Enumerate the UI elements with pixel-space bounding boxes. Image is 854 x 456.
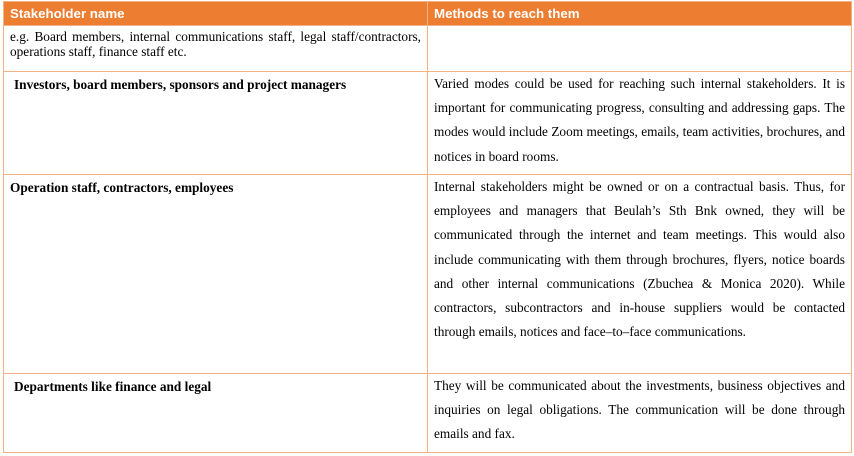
- stakeholder-name: Departments like finance and legal: [14, 379, 212, 394]
- stakeholder-name: Operation staff, contractors, employees: [10, 180, 234, 195]
- methods-text: Internal stakeholders might be owned or on a contractual basis. Thus, for employees and managers that Beulah’s Sth Bnk owned, they will be communicated through the internet and team meetings. This would also include communicating with them through brochures, flyers, notice boards and other internal communications (Zbuchea & Monica 2020). While contractors, subcontractors and in-house suppliers would be contacted through emails, notices and face–to–face communications.: [434, 179, 845, 340]
- methods-text: They will be communicated about the investments, business objectives and inquiries on legal obligations. The communication will be done through emails and fax.: [434, 378, 845, 442]
- table-row: [4, 72, 852, 175]
- methods-cell: [428, 175, 852, 374]
- table-header-row: [4, 2, 852, 26]
- table-row: [4, 374, 852, 453]
- header-stakeholder-name: Stakeholder name: [4, 2, 428, 26]
- example-stakeholder-cell: e.g. Board members, internal communications staff, legal staff/contractors, operations staff, finance staff etc.: [4, 26, 428, 72]
- table-row-example: [4, 26, 852, 72]
- stakeholder-name: Investors, board members, sponsors and project managers: [14, 77, 347, 92]
- methods-cell: [428, 374, 852, 453]
- methods-text: Varied modes could be used for reaching such internal stakeholders. It is important for communicating progress, consulting and addressing gaps. The modes would include Zoom meetings, emails, team activities, brochures, and notices in board rooms.: [434, 76, 845, 164]
- example-methods-cell: [428, 26, 852, 72]
- stakeholder-cell: [4, 374, 428, 453]
- table-row: [4, 175, 852, 374]
- stakeholder-cell: [4, 175, 428, 374]
- stakeholder-cell: [4, 72, 428, 175]
- header-methods-to-reach: Methods to reach them: [428, 2, 852, 26]
- stakeholder-table: [3, 1, 852, 453]
- methods-cell: [428, 72, 852, 175]
